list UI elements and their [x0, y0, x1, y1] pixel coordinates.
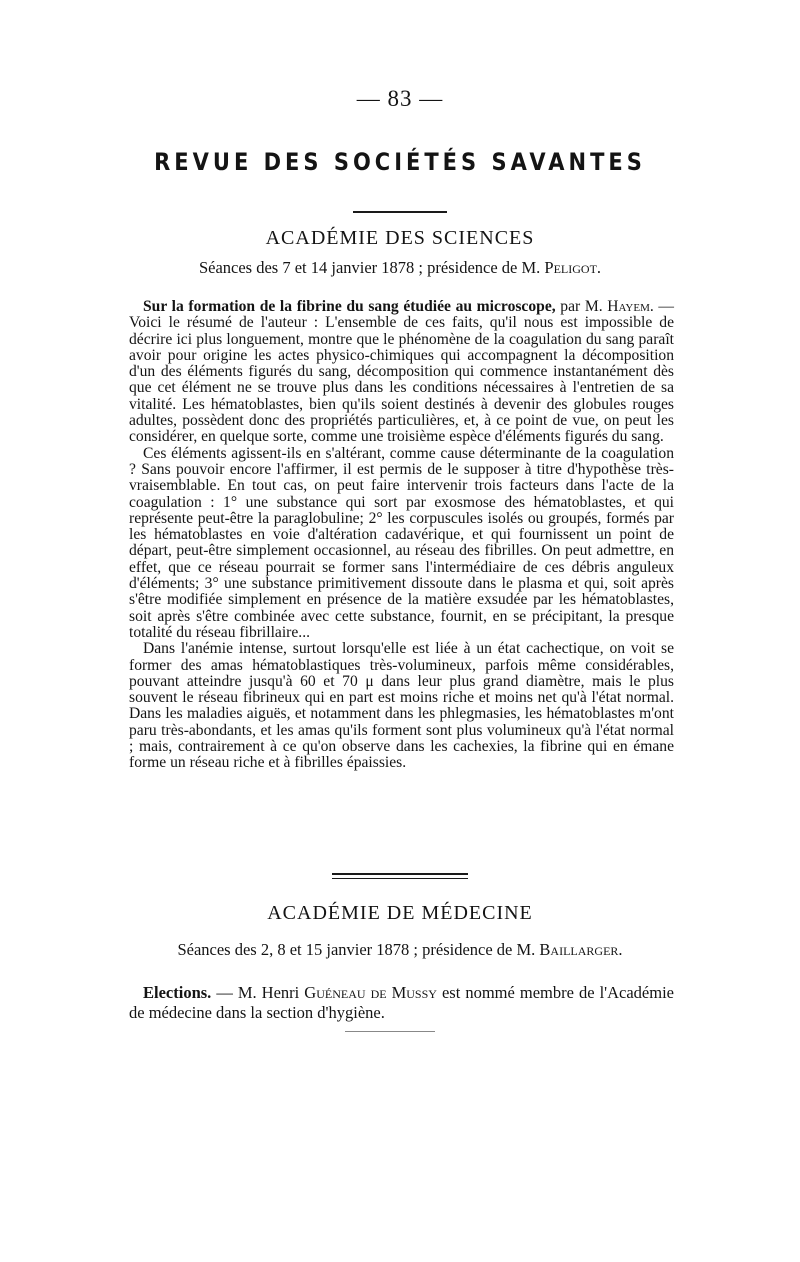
text-suffix: est nommé membre de l'Académie de médecine dans la section d'hygiène. — [129, 983, 674, 1022]
article-paragraph: Dans l'anémie intense, surtout lorsqu'elle est liée à un état cachectique, on voit se former des amas hématoblastiques très-volumineux, parfois même considérables, pouvant atteindre jusqu'à 60 et 70 μ dans leur plus grand diamètre, mais le plus souvent le réseau fibrineux qui en part est moins riche et moins net qu'à l'état normal. Dans les maladies aiguës, et notamment dans les phlegmasies, les hématoblastes m'ont paru très-abondants, et les amas qu'ils forment sont plus volumineux qu'à l'état normal ; mais, contrairement à ce qu'on observe dans les cachexies, la fibrine qui en émane forme un réseau riche et à fibrilles épaissies. — [129, 640, 674, 772]
member-name: Guéneau de Mussy — [304, 983, 437, 1002]
session-line-sciences — [0, 258, 800, 278]
section-heading-academie-medecine: ACADÉMIE DE MÉDECINE — [267, 902, 533, 924]
article-fibrine — [129, 299, 674, 772]
paragraph-text: . — Voici le résumé de l'auteur : L'ensemble de ces faits, qu'il nous est impossible de décrire ici plus longuement, montre que le phénomène de la coagulation du sang paraît avoir pour origine les actes physico-chimiques qui accompagnent la décomposition d'un des éléments figurés du sang, décomposition qui commence instantanément dès que cet élément ne se trouve plus dans les conditions nécessaires à l'entretien de sa vitalité. Les hématoblastes, bien qu'ils soient destinés à devenir des globules rouges adultes, possèdent donc des propriétés particulières, et, à ce point de vue, on peut les considérer, en quelque sorte, comme une troisième espèce d'éléments figurés du sang. — [129, 298, 674, 446]
session-suffix: . — [596, 258, 602, 277]
article-paragraph: Ces éléments agissent-ils en s'altérant, comme cause déterminante de la coagulation ? Sans pouvoir encore l'affirmer, il est permis de le supposer à titre d'hypothèse très-vraisemblable. En tout cas, on peut faire intervenir trois facteurs dans l'acte de la coagulation : 1° une substance qui sort par exosmose des hématoblastes, et qui représente peut-être la paraglobuline; 2° les corpuscules isolés ou groupés, formés par les hématoblastes en voie d'altération cadavérique, et qui fournissent un point de départ, peut-être simplement occasionnel, au réseau des fibrilles. On peut admettre, en effet, que ce réseau pourrait se former sans l'intermédiaire de ces débris anguleux d'éléments; 3° une substance primitivement dissoute dans le plasma et qui, soit après s'être modifiée simplement en présence de la matière exsudée par les hématoblastes, soit après s'être combinée avec cette substance, fournit, en se précipitant, la presque totalité du réseau fibrillaire... — [129, 444, 674, 641]
session-line-medecine — [0, 940, 800, 960]
article-paragraph — [129, 299, 674, 446]
text-prefix: — M. Henri — [211, 983, 305, 1002]
session-president: Peligot — [544, 258, 597, 277]
title-divider — [353, 211, 447, 213]
article-elections — [129, 983, 674, 1023]
section-divider-thin — [332, 878, 468, 879]
article-author: Hayem — [607, 298, 650, 315]
article-title: Sur la formation de la fibrine du sang étudiée au microscope, — [143, 298, 556, 315]
page-number: — 83 — — [356, 86, 444, 111]
session-suffix: . — [618, 940, 623, 959]
section-divider — [332, 873, 468, 875]
article-title: Elections. — [143, 983, 212, 1002]
session-dates: Séances des 2, 8 et 15 janvier 1878 ; présidence de M. — [177, 940, 540, 959]
article-paragraph — [129, 983, 674, 1023]
journal-title: REVUE DES SOCIÉTÉS SAVANTES — [154, 148, 646, 176]
session-dates: Séances des 7 et 14 janvier 1878 ; présidence de M. — [198, 258, 545, 277]
author-prefix: par M. — [555, 298, 608, 315]
session-president: Baillarger — [539, 940, 619, 959]
end-divider — [345, 1031, 435, 1032]
section-heading-academie-sciences: ACADÉMIE DES SCIENCES — [265, 227, 535, 249]
